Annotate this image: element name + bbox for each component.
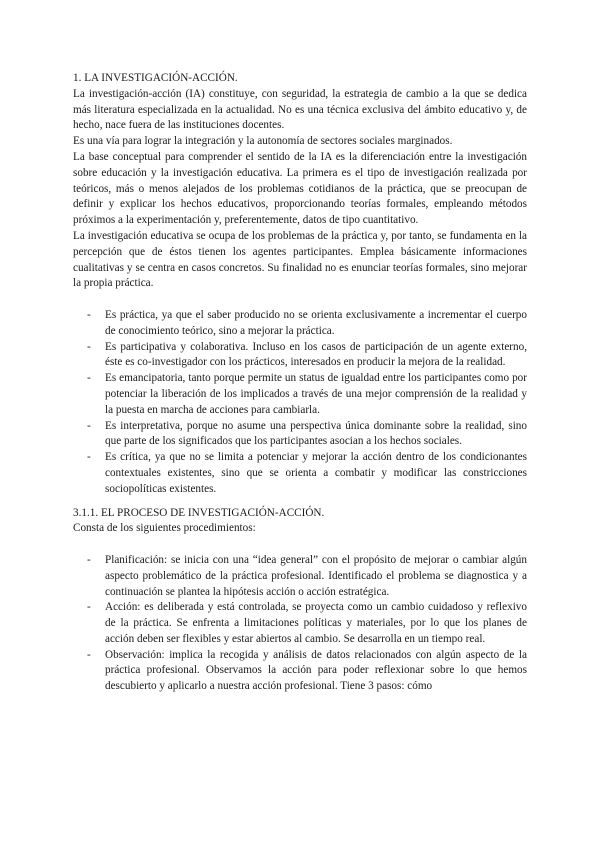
list-item bbox=[73, 308, 527, 340]
dash-bullet: - bbox=[87, 648, 91, 661]
list-item bbox=[73, 600, 527, 647]
dash-bullet: - bbox=[87, 372, 91, 385]
dash-bullet: - bbox=[87, 308, 91, 321]
paragraph: Es una vía para lograr la integración y la autonomía de sectores sociales marginados. bbox=[73, 135, 453, 148]
dash-bullet: - bbox=[87, 451, 91, 464]
dash-bullet: - bbox=[87, 419, 91, 432]
spacer bbox=[73, 292, 527, 308]
list-item-text: Es crítica, ya que no se limita a potenciar y mejorar la acción dentro de los condicionantes contextuales existentes, sino que se orienta a combatir y modificar las constricciones sociopolíticas existentes. bbox=[105, 451, 527, 495]
subsection-intro: Consta de los siguientes procedimientos: bbox=[73, 522, 256, 535]
dash-bullet: - bbox=[87, 553, 91, 566]
list-item-text: Es participativa y colaborativa. Incluso en los casos de participación de un agente externo, éste es co-investigador con los prácticos, interesados en producir la mejora de la realidad. bbox=[105, 340, 527, 369]
list-item bbox=[73, 450, 527, 497]
list-item-text: Planificación: se inicia con una “idea general” con el propósito de mejorar o cambiar algún aspecto problemático de la práctica profesional. Identificado el problema se diagnostica y a continuación se plantea la hipótesis acción o acción estratégica. bbox=[105, 553, 527, 598]
list-item bbox=[73, 371, 527, 418]
features-list bbox=[73, 308, 527, 498]
dash-bullet: - bbox=[87, 601, 91, 614]
document-page bbox=[73, 71, 527, 695]
paragraph: La base conceptual para comprender el sentido de la IA es la diferenciación entre la investigación sobre educación y la investigación educativa. La primera es el tipo de investigación realizada por teóricos, más o menos alejados de los problemas cotidianos de la práctica, que se preocupan de definir y explicar los hechos educativos, proporcionando teorías formales, empleando métodos próximos a la experimentación y, preferentemente, datos de tipo cuantitativo. bbox=[73, 150, 527, 227]
paragraph: La investigación educativa se ocupa de los problemas de la práctica y, por tanto, se fundamenta en la percepción que de éstos tienen los agentes participantes. Emplea básicamente informaciones cualitativas y se centra en casos concretos. Su finalidad no es enunciar teorías formales, sino mejorar la propia práctica. bbox=[73, 229, 527, 290]
list-item bbox=[73, 419, 527, 451]
list-item-text: Es interpretativa, porque no asume una perspectiva única dominante sobre la realidad, sino que parte de los significados que los participantes asocian a los hechos sociales. bbox=[105, 419, 527, 448]
list-item bbox=[73, 340, 527, 372]
spacer bbox=[73, 537, 527, 553]
section-title: 1. LA INVESTIGACIÓN-ACCIÓN. bbox=[73, 72, 238, 84]
dash-bullet: - bbox=[87, 340, 91, 353]
list-item-text: Observación: implica la recogida y análisis de datos relacionados con algún aspecto de la práctica profesional. Observamos la acción para poder reflexionar sobre lo que hemos descubierto y aplicarlo a nuestra acción profesional. Tiene 3 pasos: cómo bbox=[105, 648, 527, 693]
paragraph: La investigación-acción (IA) constituye, con seguridad, la estrategia de cambio a la que se dedica más literatura especializada en la actualidad. No es una técnica exclusiva del ámbito educativo y, de hecho, nace fuera de las instituciones docentes. bbox=[73, 87, 527, 132]
list-item-text: Es práctica, ya que el saber producido no se orienta exclusivamente a incrementar el cuerpo de conocimiento teórico, sino a mejorar la práctica. bbox=[105, 308, 527, 337]
steps-list bbox=[73, 553, 527, 695]
subsection-title: 3.1.1. EL PROCESO DE INVESTIGACIÓN-ACCIÓN. bbox=[73, 506, 325, 519]
list-item-text: Acción: es deliberada y está controlada, se proyecta como un cambio cuidadoso y reflexivo de la práctica. Se enfrenta a limitaciones políticas y materiales, por lo que los planes de acción deben ser flexibles y estar abiertos al cambio. Se desarrolla en un tiempo real. bbox=[105, 601, 527, 645]
list-item bbox=[73, 553, 527, 600]
list-item bbox=[73, 648, 527, 695]
list-item-text: Es emancipatoria, tanto porque permite un status de igualdad entre los participantes como por potenciar la liberación de los implicados a través de una mejor comprensión de la realidad y la puesta en marcha de acciones para cambiarla. bbox=[105, 372, 527, 416]
